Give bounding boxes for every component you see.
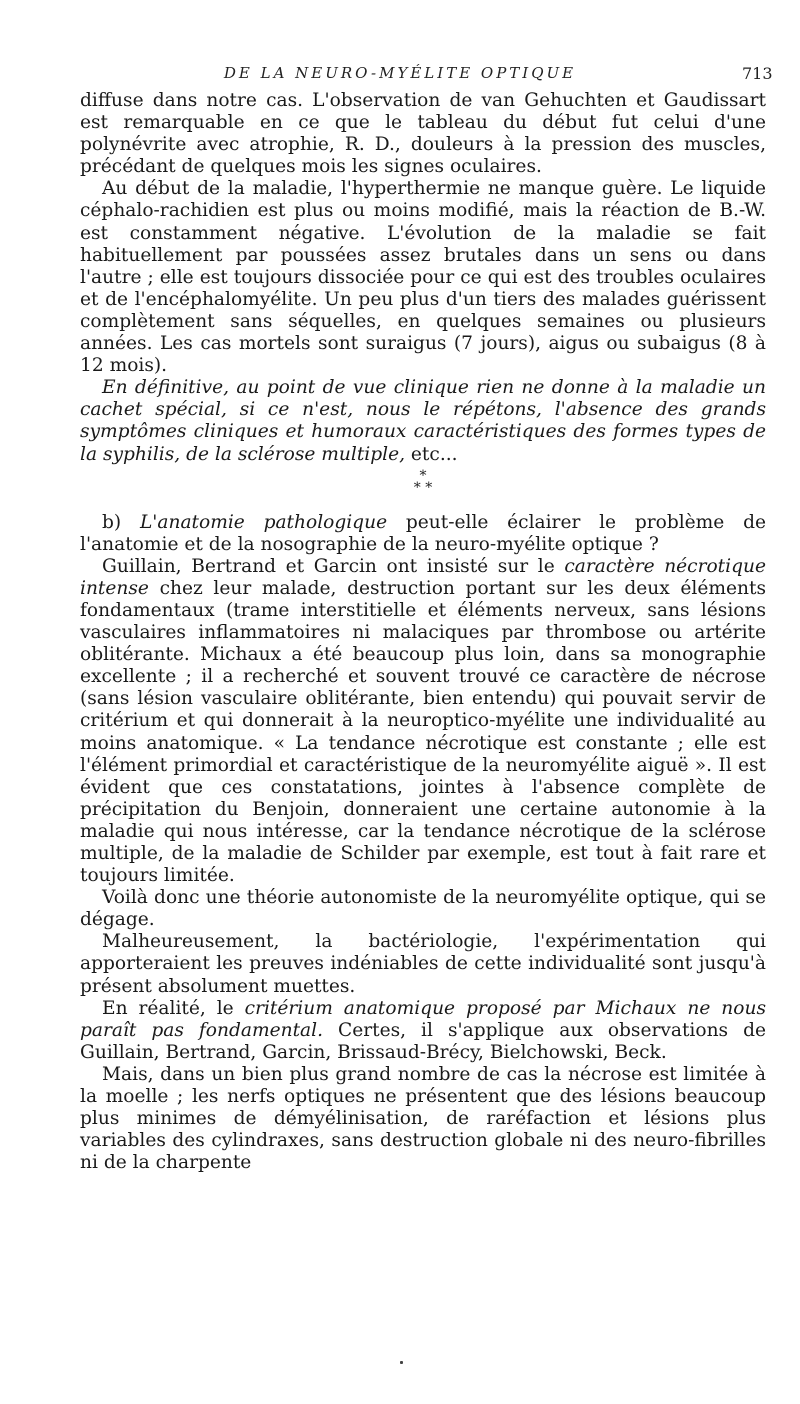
section-lead: b) <box>102 511 140 533</box>
running-title: DE LA NEURO-MYÉLITE OPTIQUE <box>223 64 577 82</box>
section-question: peut-elle éclairer le problème de l'anatomie et de la nosographie de la neuro-myélite optique ? <box>80 511 766 555</box>
paragraph-5-start: Guillain, Bertrand et Garcin ont insisté sur le <box>102 555 565 577</box>
asterism-bottom: * * <box>413 479 433 496</box>
paragraph-9: Mais, dans un bien plus grand nombre de cas la nécrose est limitée à la moelle ; les nerfs optiques ne présentent que des lésions beaucoup plus minimes de démyélinisation, de raréfaction et lésions plus variables des cylindraxes, sans destruction globale ni des neuro-fibrilles ni de la charpente <box>80 1063 766 1174</box>
body-text <box>80 90 766 1174</box>
necrotic-character-italic: caractère nécrotique intense <box>80 555 766 599</box>
paragraph-7: Malheureusement, la bactériologie, l'expérimentation qui apporteraient les preuves indéniables de cette individualité sont jusqu'à présent absolument muettes. <box>80 931 766 997</box>
section-title-italic: L'anatomie pathologique <box>139 511 388 533</box>
paragraph-5-rest: chez leur malade, destruction portant sur les deux éléments fondamentaux (trame interstitielle et éléments nerveux, sans lésions vasculaires inflammatoires ni malaciques par thrombose ou artérite oblitérante. Michaux a été beaucoup plus loin, dans sa monographie excellente ; il a recherché et souvent trouvé ce caractère de nécrose (sans lésion vasculaire oblitérante, bien entendu) qui pouvait servir de critérium et qui donnerait à la neuroptico-myélite une individualité au moins anatomique. « La tendance nécrotique est constante ; elle est l'élément primordial et caractéristique de la neuromyélite aiguë ». Il est évident que ces constatations, jointes à l'absence complète de précipitation du Benjoin, donneraient une certaine autonomie à la maladie qui nous intéresse, car la tendance nécrotique de la sclérose multiple, de la maladie de Schilder par exemple, est tout à fait rare et toujours limitée. <box>80 577 766 887</box>
paragraph-4 <box>80 512 766 556</box>
paragraph-3 <box>80 377 766 465</box>
paragraph-8 <box>80 998 766 1064</box>
section-asterism <box>80 466 766 512</box>
criterium-italic: critérium anatomique proposé par Michaux ne nous paraît pas fondamental. <box>80 997 766 1041</box>
page-number: 713 <box>742 64 773 83</box>
paragraph-8-start: En réalité, le <box>102 997 245 1019</box>
paragraph-1: diffuse dans notre cas. L'observation de van Gehuchten et Gaudissart est remarquable en ce que le tableau du début fut celui d'une polynévrite avec atrophie, R. D., douleurs à la pression des muscles, précédant de quelques mois les signes oculaires. <box>80 90 766 178</box>
paragraph-8-rest: Certes, il s'applique aux observations de Guillain, Bertrand, Garcin, Brissaud-Brécy, Bielchowski, Beck. <box>80 1019 767 1063</box>
paragraph-2: Au début de la maladie, l'hyperthermie ne manque guère. Le liquide céphalo-rachidien est plus ou moins modifié, mais la réaction de B.-W. est constamment négative. L'évolution de la maladie se fait habituellement par poussées assez brutales dans un sens ou dans l'autre ; elle est toujours dissociée pour ce qui est des troubles oculaires et de l'encéphalomyélite. Un peu plus d'un tiers des malades guérissent complètement sans séquelles, en quelques semaines ou plusieurs années. Les cas mortels sont suraigus (7 jours), aigus ou subaigus (8 à 12 mois). <box>80 178 766 377</box>
conclusion-italic: En définitive, au point de vue clinique rien ne donne à la maladie un cachet spécial, si ce n'est, nous le répétons, l'absence des grands symptômes cliniques et humoraux caractéristiques des formes types de la syphilis, de la sclérose multiple, <box>80 377 766 465</box>
asterism-top: * <box>419 467 427 484</box>
print-speck <box>400 1361 403 1364</box>
paragraph-5 <box>80 556 766 887</box>
paragraph-6: Voilà donc une théorie autonomiste de la neuromyélite optique, qui se dégage. <box>80 887 766 931</box>
conclusion-tail: etc... <box>405 443 458 465</box>
